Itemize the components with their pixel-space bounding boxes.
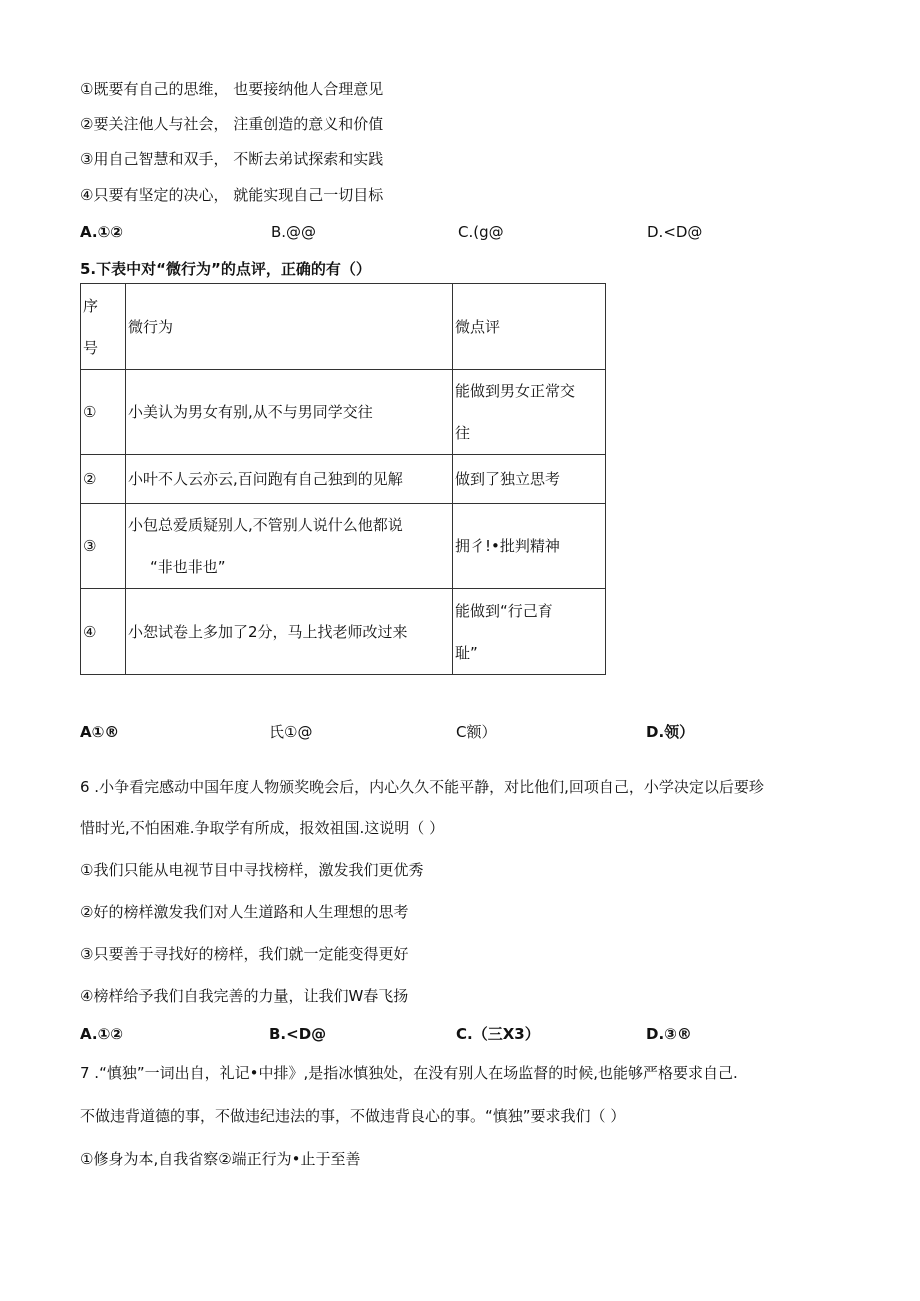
table-row [81,589,606,675]
q7-stem-line2: 不做违背道德的事，不做违纪违法的事，不做违背良心的事。“慎独”要求我们（ ） [80,1107,626,1125]
q4-option-d[interactable]: D.<D@ [647,223,703,241]
q5-table [80,283,606,675]
q4-statement-4: ④只要有坚定的决心， 就能实现自己一切目标 [80,186,384,204]
q7-statement-1: ①修身为本,自我省察②端正行为•止于至善 [80,1150,361,1168]
header-number-line1: 序 [83,296,99,315]
q4-statement-1: ①既要有自己的思维， 也要接纳他人合理意见 [80,80,384,98]
q5-option-c[interactable]: C额） [456,723,497,741]
row-number: ④ [81,589,126,675]
row-comment [453,589,606,675]
q6-option-a[interactable]: A.①② [80,1025,123,1043]
q5-option-a[interactable]: A①® [80,723,120,741]
row-comment [453,370,606,455]
q6-stem-line2: 惜时光,不怕困难.争取学有所成，报效祖国.这说明（ ） [80,819,445,837]
row-comment-line2: 耻” [455,643,478,662]
header-action: 微行为 [126,284,453,370]
row-comment-line1: 能做到“行己育 [455,601,553,620]
row-action-line1: 小包总爱质疑别人,不管别人说什么他都说 [128,516,403,534]
q7-stem-line1: 7 .“慎独”一词出自，礼记•中排》,是指冰慎独处，在没有别人在场监督的时候,也能够严格要求自己. [80,1064,738,1082]
row-action-line2: “非也非也” [150,558,226,576]
q6-statement-1: ①我们只能从电视节目中寻找榜样，激发我们更优秀 [80,861,424,879]
table-row [81,504,606,589]
q4-option-b[interactable]: B.@@ [271,223,317,241]
row-comment-line1: 能做到男女正常交 [455,382,576,400]
q4-option-a[interactable]: A.①② [80,223,123,241]
row-action: 小美认为男女有别,从不与男同学交往 [126,370,453,455]
row-action: 小恕试卷上多加了2分，马上找老师改过来 [126,589,453,675]
q6-option-b[interactable]: B.<D@ [269,1025,327,1043]
row-number: ② [81,455,126,504]
q6-option-d[interactable]: D.③® [646,1025,692,1043]
table-row [81,455,606,504]
q5-stem [80,259,371,279]
q6-statement-3: ③只要善于寻找好的榜样，我们就一定能变得更好 [80,945,409,963]
row-comment-line2: 往 [455,424,471,442]
table-row [81,370,606,455]
q5-option-d[interactable]: D.领） [646,723,695,741]
row-comment: 拥彳!•批判精神 [453,504,606,589]
q5-stem-text: 5.下表中对“微行为”的点评，正确的有（） [80,260,371,278]
q4-option-c[interactable]: C.(g@ [458,223,504,241]
header-number-line2: 号 [83,338,99,357]
q6-statement-2: ②好的榜样激发我们对人生道路和人生理想的思考 [80,903,409,921]
table-header-row [81,284,606,370]
q4-statement-3: ③用自己智慧和双手， 不断去弟试探索和实践 [80,150,384,168]
q4-statement-2: ②要关注他人与社会， 注重创造的意义和价值 [80,115,384,133]
q6-stem-line1: 6 .小争看完感动中国年度人物颁奖晚会后，内心久久不能平静，对比他们,回项自己，小学决定以后要珍 [80,778,764,796]
q5-option-b[interactable]: 氏①@ [269,723,313,741]
row-action [126,504,453,589]
row-number: ① [81,370,126,455]
q6-option-c[interactable]: C.（三X3） [456,1025,540,1043]
row-number: ③ [81,504,126,589]
header-comment: 微点评 [453,284,606,370]
row-action: 小叶不人云亦云,百问跑有自己独到的见解 [126,455,453,504]
row-comment: 做到了独立思考 [453,455,606,504]
q6-statement-4: ④榜样给予我们自我完善的力量，让我们W春飞扬 [80,987,409,1005]
header-number [81,284,126,370]
